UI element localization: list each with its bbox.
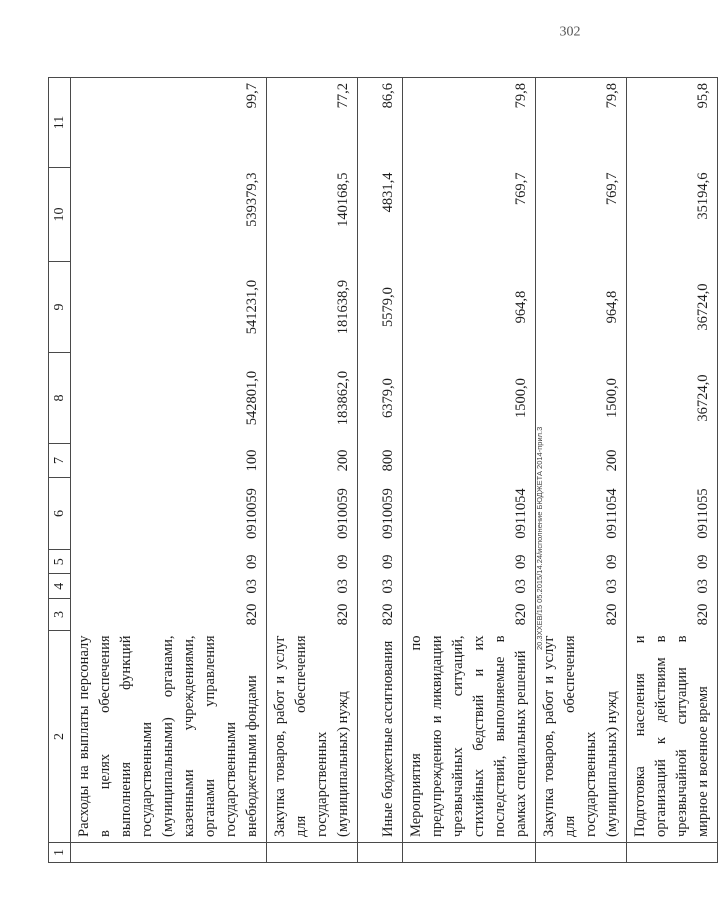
footer-stamp: 20.3ХХЕВ/15 05.2015/14.24/исполнение БЮДЖЕТА 2014-прил.3 [535, 426, 544, 650]
cell-vr: 200 [267, 444, 358, 478]
header-cell-2: 2 [49, 631, 71, 843]
cell-csr: 0911055 [627, 478, 718, 550]
cell-index [267, 843, 358, 863]
cell-c9: 964,8 [536, 262, 627, 353]
page-number: 302 [559, 24, 581, 40]
cell-name: Закупка товаров, работ и услуг для обеспечения государственных (муниципальных) нужд [267, 631, 358, 843]
cell-c11: 79,8 [403, 78, 536, 168]
cell-rz: 03 [71, 574, 267, 599]
table-row [536, 78, 627, 863]
cell-vr: 100 [71, 444, 267, 478]
cell-c11: 79,8 [536, 78, 627, 168]
cell-csr: 0910059 [267, 478, 358, 550]
cell-vr: 200 [536, 444, 627, 478]
cell-c10: 769,7 [403, 168, 536, 262]
cell-c9: 541231,0 [71, 262, 267, 353]
cell-rz: 03 [358, 574, 403, 599]
table-row [267, 78, 358, 863]
cell-rz: 03 [627, 574, 718, 599]
header-cell-11: 11 [49, 78, 71, 168]
header-cell-9: 9 [49, 262, 71, 353]
header-cell-6: 6 [49, 478, 71, 550]
cell-vr [403, 444, 536, 478]
table-row [627, 78, 718, 863]
cell-c8: 6379,0 [358, 353, 403, 444]
cell-c10: 140168,5 [267, 168, 358, 262]
cell-pr: 09 [358, 550, 403, 575]
cell-c9: 181638,9 [267, 262, 358, 353]
cell-c10: 769,7 [536, 168, 627, 262]
cell-c8: 542801,0 [71, 353, 267, 444]
cell-rz: 03 [267, 574, 358, 599]
cell-pr: 09 [536, 550, 627, 575]
cell-pr: 09 [627, 550, 718, 575]
cell-pr: 09 [403, 550, 536, 575]
cell-ved: 820 [536, 599, 627, 631]
cell-c11: 95,8 [627, 78, 718, 168]
cell-rz: 03 [403, 574, 536, 599]
cell-c11: 86,6 [358, 78, 403, 168]
cell-name: Подготовка населения и организаций к действиям в чрезвычайной ситуации в мирное и военное время [627, 631, 718, 843]
table-row [403, 78, 536, 863]
header-cell-4: 4 [49, 574, 71, 599]
cell-c8: 1500,0 [536, 353, 627, 444]
cell-c8: 36724,0 [627, 353, 718, 444]
cell-c11: 99,7 [71, 78, 267, 168]
budget-execution-table [48, 77, 718, 863]
cell-c10: 35194,6 [627, 168, 718, 262]
cell-ved: 820 [403, 599, 536, 631]
cell-c10: 539379,3 [71, 168, 267, 262]
table-body [71, 78, 718, 863]
header-cell-7: 7 [49, 444, 71, 478]
cell-index [627, 843, 718, 863]
cell-vr [627, 444, 718, 478]
cell-index [536, 843, 627, 863]
cell-rz: 03 [536, 574, 627, 599]
table-row [358, 78, 403, 863]
cell-pr: 09 [267, 550, 358, 575]
cell-c11: 77,2 [267, 78, 358, 168]
cell-pr: 09 [71, 550, 267, 575]
cell-index [71, 843, 267, 863]
header-cell-10: 10 [49, 168, 71, 262]
table-row [71, 78, 267, 863]
cell-vr: 800 [358, 444, 403, 478]
cell-c9: 964,8 [403, 262, 536, 353]
cell-csr: 0911054 [536, 478, 627, 550]
cell-ved: 820 [627, 599, 718, 631]
header-cell-8: 8 [49, 353, 71, 444]
cell-index [403, 843, 536, 863]
cell-name: Иные бюджетные ассигнования [358, 631, 403, 843]
header-cell-3: 3 [49, 599, 71, 631]
cell-ved: 820 [71, 599, 267, 631]
cell-csr: 0911054 [403, 478, 536, 550]
cell-c10: 4831,4 [358, 168, 403, 262]
cell-name: Закупка товаров, работ и услуг для обеспечения государственных (муниципальных) нужд [536, 631, 627, 843]
cell-name: Расходы на выплаты персоналу в целях обеспечения выполнения функций государственными (муниципальными) органами, казенными учреждениями, органами управления государственными внебюджетными фондами [71, 631, 267, 843]
header-row [49, 78, 71, 863]
header-cell-5: 5 [49, 550, 71, 575]
header-cell-1: 1 [49, 843, 71, 863]
cell-c8: 1500,0 [403, 353, 536, 444]
cell-csr: 0910059 [358, 478, 403, 550]
cell-ved: 820 [267, 599, 358, 631]
cell-c9: 36724,0 [627, 262, 718, 353]
cell-c9: 5579,0 [358, 262, 403, 353]
cell-c8: 183862,0 [267, 353, 358, 444]
cell-csr: 0910059 [71, 478, 267, 550]
cell-index [358, 843, 403, 863]
cell-ved: 820 [358, 599, 403, 631]
cell-name: Мероприятия по предупреждению и ликвидации чрезвычайных ситуаций, стихийных бедствий и их последствий, выполняемые в рамках специальных решений [403, 631, 536, 843]
